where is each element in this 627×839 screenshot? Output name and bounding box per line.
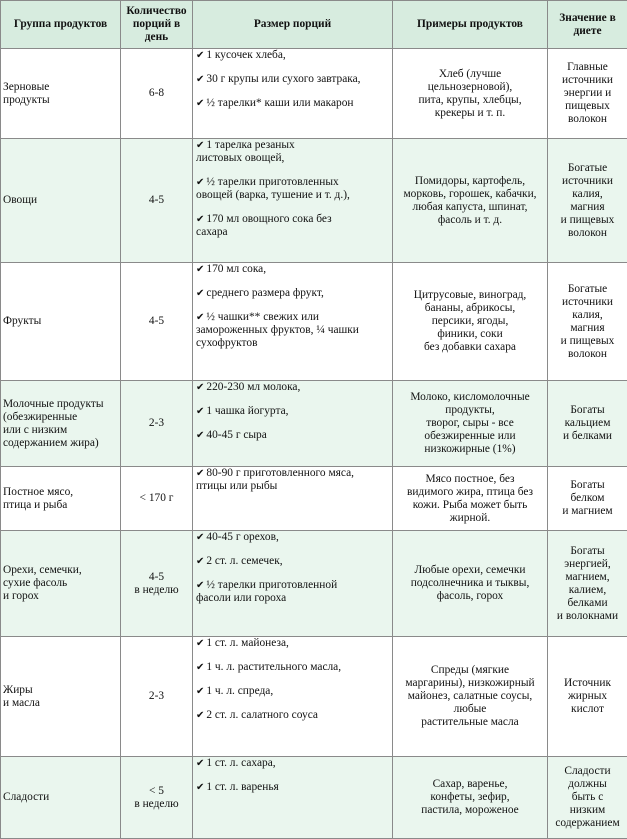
sizes-cell <box>193 757 393 839</box>
checkmark-icon: ✔ <box>196 264 205 275</box>
checkmark-icon: ✔ <box>196 468 205 479</box>
group-cell-text: Постное мясо, птица и рыба <box>3 485 74 511</box>
header-qty: Количество порций в день <box>121 1 193 49</box>
group-cell <box>1 263 121 381</box>
group-cell-text: Зерновые продукты <box>3 80 50 106</box>
role-cell <box>548 531 627 637</box>
qty-cell-text: 4-5 в неделю <box>134 570 179 596</box>
table-row <box>1 139 627 263</box>
qty-cell <box>121 49 193 139</box>
portion-item <box>196 311 390 350</box>
header-examples: Примеры продуктов <box>393 1 548 49</box>
portion-text: 220-230 мл молока, <box>206 381 301 393</box>
checkmark-icon: ✔ <box>196 50 205 61</box>
checkmark-icon: ✔ <box>196 532 205 543</box>
checkmark-icon: ✔ <box>196 214 205 225</box>
header-group: Группа продуктов <box>1 1 121 49</box>
qty-cell-text: < 170 г <box>139 492 174 504</box>
checkmark-icon: ✔ <box>196 782 205 793</box>
examples-cell-text: Помидоры, картофель, морковь, горошек, кабачки, любая капуста, шпинат, фасоль и т. д. <box>403 174 537 226</box>
portion-text: 1 чашка йогурта, <box>206 405 289 417</box>
checkmark-icon: ✔ <box>196 556 205 567</box>
portion-item <box>196 73 390 86</box>
group-cell-text: Молочные продукты (обезжиренные или с низким содержанием жира) <box>3 397 104 449</box>
portion-text: 40-45 г сыра <box>206 429 267 441</box>
group-cell <box>1 139 121 263</box>
examples-cell-text: Хлеб (лучше цельнозерновой), пита, крупы, хлебцы, крекеры и т. п. <box>418 67 522 119</box>
checkmark-icon: ✔ <box>196 662 205 673</box>
qty-cell-text: 2-3 <box>148 417 165 429</box>
group-cell-text: Жиры и масла <box>3 683 40 709</box>
table-row <box>1 531 627 637</box>
role-cell-text: Богаты кальцием и белками <box>562 404 613 442</box>
checkmark-icon: ✔ <box>196 430 205 441</box>
portion-text: 170 мл сока, <box>206 263 267 275</box>
portion-text: 80-90 г приготовленного мяса, птицы или рыбы <box>196 467 355 492</box>
examples-cell <box>393 49 548 139</box>
portion-text: ½ тарелки приготовленных овощей (варка, тушение и т. д.), <box>196 176 350 201</box>
portion-item <box>196 381 390 394</box>
portion-text: 1 ст. л. варенья <box>206 781 279 793</box>
group-cell <box>1 49 121 139</box>
portion-item <box>196 555 390 568</box>
role-cell <box>548 49 627 139</box>
role-cell-text: Богаты белком и магнием <box>562 479 613 517</box>
examples-cell <box>393 381 548 467</box>
group-cell <box>1 467 121 531</box>
sizes-cell <box>193 263 393 381</box>
qty-cell <box>121 467 193 531</box>
role-cell-text: Богатые источники калия, магния и пищевых волокон <box>560 161 615 239</box>
qty-cell-text: 2-3 <box>148 690 165 702</box>
examples-cell <box>393 531 548 637</box>
table-row <box>1 757 627 839</box>
role-cell <box>548 263 627 381</box>
portion-text: 2 ст. л. салатного соуса <box>206 709 318 721</box>
portion-item <box>196 685 390 698</box>
checkmark-icon: ✔ <box>196 710 205 721</box>
qty-cell <box>121 381 193 467</box>
table-row <box>1 381 627 467</box>
portion-item <box>196 263 390 276</box>
role-cell <box>548 637 627 757</box>
examples-cell <box>393 139 548 263</box>
qty-cell <box>121 263 193 381</box>
portion-item <box>196 287 390 300</box>
portion-text: 1 ст. л. сахара, <box>206 757 276 769</box>
checkmark-icon: ✔ <box>196 74 205 85</box>
group-cell-text: Овощи <box>3 194 38 206</box>
portion-text: ½ тарелки приготовленной фасоли или гороха <box>196 579 338 604</box>
portion-text: 170 мл овощного сока без сахара <box>196 213 332 238</box>
group-cell <box>1 531 121 637</box>
role-cell <box>548 757 627 839</box>
group-cell-text: Орехи, семечки, сухие фасоль и горох <box>3 564 82 602</box>
examples-cell-text: Любые орехи, семечки подсолнечника и тыквы, фасоль, горох <box>410 564 530 602</box>
qty-cell-text: 4-5 <box>148 194 165 206</box>
role-cell-text: Источник жирных кислот <box>564 677 611 715</box>
portion-item <box>196 531 390 544</box>
examples-cell <box>393 757 548 839</box>
table-row <box>1 263 627 381</box>
checkmark-icon: ✔ <box>196 580 205 591</box>
portion-text: 40-45 г орехов, <box>206 531 279 543</box>
role-cell <box>548 139 627 263</box>
portion-text: ½ тарелки* каши или макарон <box>206 97 354 109</box>
qty-cell-text: 6-8 <box>148 87 165 99</box>
portion-text: 1 тарелка резаных листовых овощей, <box>196 139 295 164</box>
portion-item <box>196 709 390 722</box>
portion-text: среднего размера фрукт, <box>206 287 324 299</box>
checkmark-icon: ✔ <box>196 638 205 649</box>
checkmark-icon: ✔ <box>196 382 205 393</box>
checkmark-icon: ✔ <box>196 288 205 299</box>
role-cell-text: Богаты энергией, магнием, калием, белками и волокнами <box>556 544 619 622</box>
checkmark-icon: ✔ <box>196 98 205 109</box>
qty-cell <box>121 637 193 757</box>
examples-cell <box>393 637 548 757</box>
qty-cell <box>121 139 193 263</box>
portion-item <box>196 139 390 165</box>
checkmark-icon: ✔ <box>196 312 205 323</box>
qty-cell-text: 4-5 <box>148 315 165 327</box>
portion-item <box>196 579 390 605</box>
checkmark-icon: ✔ <box>196 758 205 769</box>
group-cell-text: Сладости <box>3 791 50 803</box>
examples-cell-text: Цитрусовые, виноград, бананы, абрикосы, персики, ягоды, финики, соки без добавки сахара <box>413 289 527 353</box>
group-cell <box>1 757 121 839</box>
sizes-cell <box>193 49 393 139</box>
group-cell-text: Фрукты <box>3 315 42 327</box>
examples-cell <box>393 263 548 381</box>
table-row <box>1 467 627 531</box>
header-size: Размер порций <box>193 1 393 49</box>
portion-item <box>196 405 390 418</box>
portion-text: 1 ст. л. майонеза, <box>206 637 289 649</box>
role-cell-text: Главные источники энергии и пищевых волокон <box>562 61 613 125</box>
examples-cell-text: Мясо постное, без видимого жира, птица без кожи. Рыба может быть жирной. <box>406 472 534 524</box>
portion-text: 1 ч. л. спреда, <box>206 685 274 697</box>
portion-item <box>196 213 390 239</box>
qty-cell-text: < 5 в неделю <box>134 784 179 810</box>
sizes-cell <box>193 381 393 467</box>
header-row <box>1 1 627 49</box>
portion-item <box>196 757 390 770</box>
role-cell <box>548 467 627 531</box>
checkmark-icon: ✔ <box>196 406 205 417</box>
portion-item <box>196 49 390 62</box>
examples-cell-text: Спреды (мягкие маргарины), низкожирный майонез, салатные соусы, любые растительные масла <box>405 664 535 728</box>
examples-cell-text: Молоко, кисломолочные продукты, творог, сыры - все обезжиренные или низкожирные (1%) <box>410 391 530 455</box>
qty-cell <box>121 757 193 839</box>
table-row <box>1 637 627 757</box>
role-cell-text: Богатые источники калия, магния и пищевых волокон <box>560 282 615 360</box>
group-cell <box>1 637 121 757</box>
examples-cell <box>393 467 548 531</box>
portion-item <box>196 97 390 110</box>
role-cell-text: Сладости должны быть с низким содержанием <box>555 765 620 829</box>
examples-cell-text: Сахар, варенье, конфеты, зефир, пастила, мороженое <box>421 778 519 816</box>
group-cell <box>1 381 121 467</box>
portion-item <box>196 467 390 493</box>
header-role: Значение в диете <box>548 1 627 49</box>
qty-cell <box>121 531 193 637</box>
portion-text: 30 г крупы или сухого завтрака, <box>206 73 361 85</box>
checkmark-icon: ✔ <box>196 686 205 697</box>
portion-text: 2 ст. л. семечек, <box>206 555 283 567</box>
portion-text: 1 ч. л. растительного масла, <box>206 661 342 673</box>
sizes-cell <box>193 531 393 637</box>
portion-item <box>196 176 390 202</box>
checkmark-icon: ✔ <box>196 177 205 188</box>
portion-item <box>196 637 390 650</box>
role-cell <box>548 381 627 467</box>
portion-text: 1 кусочек хлеба, <box>206 49 286 61</box>
table-row <box>1 49 627 139</box>
portion-text: ½ чашки** свежих или замороженных фруктов, ¼ чашки сухофруктов <box>196 311 359 349</box>
checkmark-icon: ✔ <box>196 140 205 151</box>
portion-item <box>196 429 390 442</box>
sizes-cell <box>193 467 393 531</box>
sizes-cell <box>193 637 393 757</box>
portion-item <box>196 781 390 794</box>
sizes-cell <box>193 139 393 263</box>
portion-item <box>196 661 390 674</box>
